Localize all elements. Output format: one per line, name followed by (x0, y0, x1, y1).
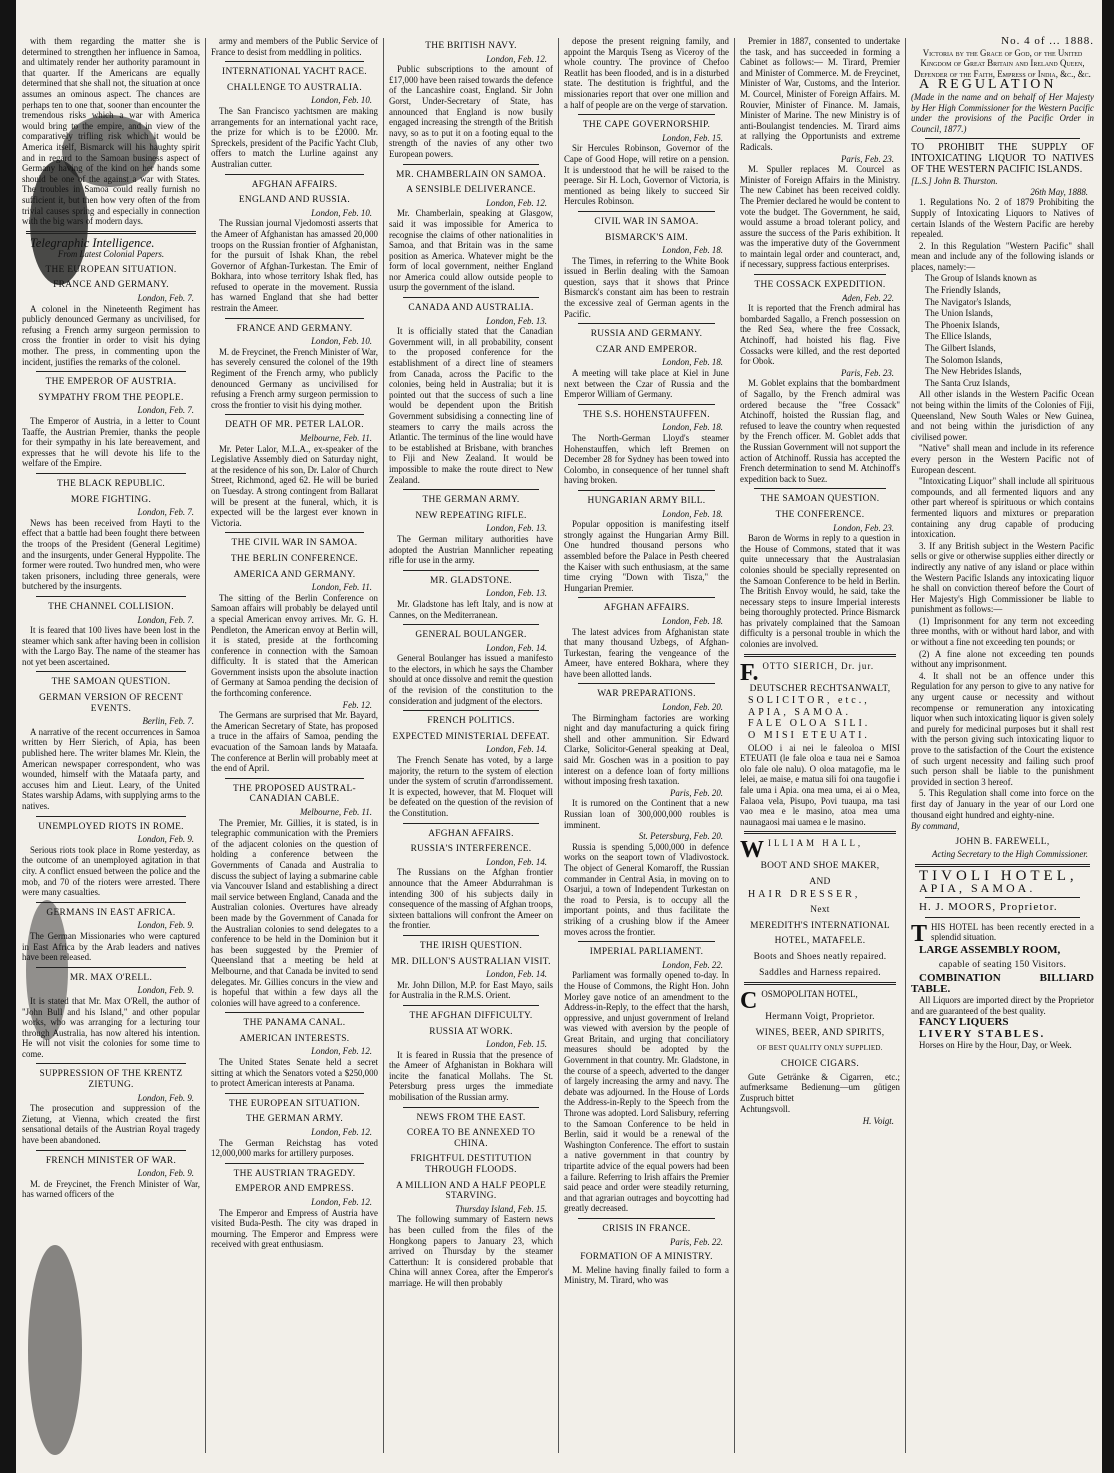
advertisement-hall (740, 838, 900, 978)
dateline: London, Feb. 9. (137, 920, 194, 931)
column-rule (205, 38, 206, 1453)
subheadline: A MILLION AND A HALF PEOPLE STARVING. (395, 1180, 547, 1202)
article-text: Sir Hercules Robinson, Governor of the Cape of Good Hope, will retire on a pension. It is understood that he will be raised to the peerage. Sir H. Loch, Governor of Victoria, is mentioned as being likely to succeed Sir Hercules Robinson. (564, 143, 729, 207)
ad-line: APIA, SAMOA. (919, 880, 1036, 895)
ad-body: HIS HOTEL has been recently erected in a splendid situation. (931, 921, 1094, 943)
dateline: London, Feb. 11. (311, 582, 372, 593)
dateline: London, Feb. 14. (486, 642, 547, 653)
headline: THE IRISH QUESTION. (419, 940, 523, 951)
subheadline: ENGLAND AND RUSSIA. (238, 195, 351, 206)
dateline: London, Feb. 13. (486, 523, 547, 534)
headline: IMPERIAL PARLIAMENT. (589, 947, 704, 958)
ad-name: TIVOLI HOTEL, (919, 867, 1078, 884)
article-text: The German Missionaries who were captured in East Africa by the Arab leaders and natives have been released. (22, 930, 200, 963)
headline: SUPPRESSION OF THE KRENTZ ZIETUNG. (39, 1069, 183, 1091)
headline: THE COSSACK EXPEDITION. (754, 280, 886, 291)
ad-line: Achtungsvoll. (740, 1104, 791, 1115)
ad-line: capable of seating 150 Visitors. (938, 960, 1067, 971)
subheadline: FORMATION OF A MINISTRY. (580, 1252, 713, 1263)
headline: CANADA AND AUSTRALIA. (408, 303, 534, 314)
drop-cap: T (911, 920, 928, 947)
headline: CRISIS IN FRANCE. (602, 1223, 691, 1234)
ad-line: HAIR DRESSER, (748, 888, 861, 900)
ad-body: All Liquors are imported direct by the Proprietor and are guaranteed of the best quality. (911, 995, 1094, 1016)
article-text: The North-German Lloyd's steamer Hohenstauffen, which left Bremen on December 28 for Sydney has been towed into Colombo, in consequence of her tunnel shaft having broken. (564, 433, 729, 486)
headline: INTERNATIONAL YACHT RACE. (222, 67, 367, 78)
dateline: London, Feb. 7. (137, 614, 194, 625)
headline: GERMANS IN EAST AFRICA. (46, 907, 176, 918)
article-text: M. Goblet explains that the bombardment of Sagallo, by the French admiral was ordered because the "free Cossack" Atchinoff, hoisted the Russian flag, and refused to leave the country when requested by the French officer. M. Goblet adds that the Russian Government will not support the action of Atchinoff. Russia has accepted the French determination to send M. Atchinoff's expedition back to Suez. (740, 378, 900, 484)
dateline: Aden, Feb. 22. (841, 292, 894, 303)
article-text: Mr. Gladstone has left Italy, and is now at Cannes, on the Mediterranean. (389, 598, 553, 620)
headline: THE SAMOAN QUESTION. (760, 494, 880, 505)
headline: THE GERMAN ARMY. (422, 495, 520, 506)
article-text: 4. It shall not be an offence under this Regulation for any person to give to any native for any urgent cause or necessity and without recompense or remuneration any intoxicating liquor when such intoxicating liquor is given solely and purely for medicinal purposes but it shall rest with the person giving such intoxicating liquor to prove to the satisfaction of the Court the existence of such urgent necessity and failing such proof such person shall be liable to the punishment provided in section 3 hereof. (911, 670, 1094, 787)
dateline: St. Petersburg, Feb. 20. (638, 831, 723, 842)
drop-cap: F. (740, 659, 759, 686)
right-scan-border (1102, 0, 1114, 1473)
article-text: 1. Regulations No. 2 of 1879 Prohibiting the Supply of Intoxicating Liquors to Natives of certain Islands of the Western Pacific are hereby repealed. (911, 197, 1094, 240)
article-text: The German Reichstag has voted 12,000,000 marks for artillery purposes. (211, 1137, 378, 1159)
article-text: Mr. John Dillon, M.P. for East Mayo, sails for Australia in the R.M.S. Orient. (389, 979, 553, 1001)
headline: THE EUROPEAN SITUATION. (45, 264, 177, 275)
ad-line: HOTEL, MATAFELE. (774, 936, 866, 947)
article-text: The prosecution and suppression of the Zietung, at Vienna, which created the first sensational details of the Austrian Royal tragedy have been abandoned. (22, 1103, 200, 1146)
article-text: 2. In this Regulation "Western Pacific" shall mean and include any of the following islands or places, namely:— (911, 240, 1094, 272)
subheadline: RUSSIA AT WORK. (429, 1026, 513, 1037)
headline: THE PANAMA CANAL. (243, 1018, 346, 1029)
dateline: Feb. 12. (342, 699, 372, 710)
ad-name: OTTO SIERICH, Dr. jur. (762, 660, 875, 671)
article-text: The sitting of the Berlin Conference on Samoan affairs will probably be delayed until a special American envoy arrives. Mr. G. H. Pendleton, the American envoy at Berlin will, it is stated, preside at the forthcoming conference in connection with the Samoan difficulty. It is stated that the American Government insists upon the absolute inaction of Germany at Samoa pending the decision of the forthcoming conference. (211, 592, 378, 699)
dateline: London, Feb. 18. (662, 245, 723, 256)
headline: THE AFGHAN DIFFICULTY. (409, 1010, 533, 1021)
ad-line: Next (810, 905, 830, 916)
column-rule (905, 38, 906, 1453)
dateline: London, Feb. 10. (311, 95, 372, 106)
subheadline: EMPEROR AND EMPRESS. (235, 1184, 354, 1195)
column-2 (211, 36, 378, 1455)
article-text: All other islands in the Western Pacific Ocean not being within the limits of the Colonies of Fiji, Queensland, New South Wales or New Guinea, and not being within the jurisdiction of any civilised power. (911, 389, 1094, 442)
article-text: The Emperor of Austria, in a letter to Count Taaffe, the Austrian Premier, thanks the people for their sympathy in his late bereavement, and expresses that he will devote his life to the welfare of the Empire. (22, 416, 200, 469)
article-text: It is reported that the French admiral has bombarded Sagallo, a French possession on the Red Sea, where the free Cossack, Atchinoff, had hoisted his flag. Five Cossacks were killed, and the rest deported for Obok. (740, 303, 900, 367)
ad-line: MEREDITH'S INTERNATIONAL (750, 920, 890, 931)
seal-line: [L.S.] John B. Thurston. (911, 176, 998, 187)
subheadline: COREA TO BE ANNEXED TO CHINA. (406, 1128, 536, 1149)
dateline: Paris, Feb. 20. (670, 787, 723, 798)
ad-line: SOLICITOR, etc., (748, 695, 870, 707)
dateline: London, Feb. 10. (311, 207, 372, 218)
ad-body: Gute Getränke & Cigarren, etc.; aufmerksame Bedienung—um gütigen Zuspruch bittet (740, 1071, 900, 1103)
dateline: London, Feb. 7. (137, 507, 194, 518)
ad-line: FALE OLOA SILI. (748, 718, 871, 730)
headline: THE AUSTRIAN TRAGEDY. (233, 1168, 356, 1179)
list-item: The Group of Islands known as (925, 273, 1037, 284)
article-text: "Native" shall mean and include in its reference every person in the Western Pacific not of European descent. (911, 443, 1094, 475)
article-text: Public subscriptions to the amount of £17,000 have been raised towards the defence of the Lancashire coast, England. Sir John Gorst, Under-Secretary of State, has announced that England is now busily engaged increasing the strength of the British navy, so as to put it on a footing equal to the strength of the navies of any other two European powers. (389, 64, 553, 159)
ad-line: Boots and Shoes neatly repaired. (753, 951, 887, 962)
ad-line: LIVERY STABLES. (919, 1027, 1046, 1040)
article-text: M. Meline having finally failed to form a Ministry, M. Tirard, who was (564, 1264, 729, 1286)
dateline: Paris, Feb. 23. (841, 367, 894, 378)
dateline: London, Feb. 18. (662, 508, 723, 519)
article-text: The latest advices from Afghanistan state that many thousand Uzbegs, of Afghan-Turkestan, fearing the vengeance of the Ameer, have entered Bokhara, where they have been allotted lands. (564, 626, 729, 679)
dateline: London, Feb. 15. (486, 1039, 547, 1050)
article-text: News has been received from Hayti to the effect that a battle had been fought there between the troops of the President (General Legitime) and the insurgents, under General Hyppolite. The former were routed. Two hundred men, who were taken prisoners, including three generals, were butchered by the insurgents. (22, 517, 200, 592)
headline: GENERAL BOULANGER. (415, 630, 527, 641)
article-text: General Boulanger has issued a manifesto to the electors, in which he says the Chamber should at once dissolve and remit the question of the revision of the constitution to the consideration and judgment of the electors. (389, 653, 553, 706)
list-item: The New Hebrides Islands, (925, 366, 1022, 377)
headline: NEWS FROM THE EAST. (416, 1112, 526, 1123)
dateline: London, Feb. 7. (137, 293, 194, 304)
advertisement-tivoli (911, 867, 1094, 1051)
list-item: The Gilbert Islands, (925, 343, 996, 354)
list-item: The Ellice Islands, (925, 331, 992, 342)
column-rule (383, 38, 384, 1453)
column-1 (22, 36, 200, 1455)
article-text: The Birmingham factories are working night and day manufacturing a quick firing shell and other ammunition. Sir Edward Clarke, Solicitor-General speaking at Deal, said Mr. Goschen was in a position to pay interest on a defence loan of forty millions without imposing fresh taxation. (564, 712, 729, 787)
column-3 (389, 36, 553, 1455)
ad-line: LARGE ASSEMBLY ROOM, (919, 943, 1061, 956)
dateline: London, Feb. 18. (662, 615, 723, 626)
ad-line: OF BEST QUALITY ONLY SUPPLIED. (757, 1044, 883, 1053)
article-text: army and members of the Public Service of France to desist from meddling in politics. (211, 36, 378, 57)
headline: HUNGARIAN ARMY BILL. (587, 495, 706, 506)
ad-line: Hermann Voigt, Proprietor. (765, 1012, 875, 1023)
section-heading: Telegraphic Intelligence. (30, 235, 155, 250)
dateline: London, Feb. 9. (137, 1168, 194, 1179)
headline: THE BRITISH NAVY. (425, 41, 517, 51)
subheadline: SYMPATHY FROM THE PEOPLE. (38, 392, 184, 403)
dateline: London, Feb. 9. (137, 985, 194, 996)
article-text: depose the present reigning family, and appoint the Marquis Tseng as Viceroy of the whole country. The province of Chefoo Reatlit has been flooded, and is in a disturbed state. The destitution is frightful, and the missionaries report that over one million and a half of people are on the verge of starvation. (564, 36, 729, 110)
ad-line: O MISI ETEUATI. (748, 730, 870, 742)
article-text: Mr. Peter Lalor, M.L.A., ex-speaker of the Legislative Assembly died on Saturday night, at the residence of his son, Dr. Lalor of Church Street, Richmond, aged 62. He will be buried on Tuesday. A strong contingent from Ballarat will be present at the funeral, which, it is expected will be the largest ever known in Victoria. (211, 443, 378, 528)
article-text: Mr. Chamberlain, speaking at Glasgow, said it was impossible for America to recognise the claims of other nationalities in Samoa, and that Britain was in the same position as America. Whatever might be the form of local government, neither England nor America could allow outside people to usurp the government of the island. (389, 208, 553, 293)
headline: MR. CHAMBERLAIN ON SAMOA. (396, 169, 546, 180)
drop-cap: C (740, 988, 758, 1015)
headline: THE CIVIL WAR IN SAMOA. (231, 538, 358, 549)
article-text: Parliament was formally opened to-day. In the House of Commons, the Right Hon. John Morley gave notice of an amendment to the Address-in-Reply, to the effect that the harsh, oppressive, and unjust government of Ireland was viewed with aversion by the people of Great Britain, and urging that conciliatory measures should be adopted by the Government in that country. Mr. Gladstone, in the course of a speech, adverted to the danger of largely increasing the army and navy. The debate was adjourned. In the House of Lords the Address-in-Reply to the Speech from the Throne was adopted. Lord Salisbury, referring to the Samoan Conference to be held in Berlin, said it would be a renewal of the Washington Conference. The effort to sustain a native government in that country by tripartite advice of the equal powers had been a failure. Referring to Irish affairs the Premier said peace and order were steadily returning, and that agrarian outrages and boycotting had greatly decreased. (564, 970, 729, 1214)
article-text: (1) Imprisonment for any term not exceeding three months, with or without hard labor, and with or without a fine not exceeding ten pounds; or (911, 615, 1094, 648)
article-text: The Germans are surprised that Mr. Bayard, the American Secretary of State, has proposed a truce in the affairs of Samoa, pending the evacuation of the Samoan lands by Mataafa. The conference at Berlin will probably meet at the end of April. (211, 710, 378, 774)
list-item: The Solomon Islands, (925, 354, 1003, 365)
left-scan-border (0, 0, 16, 1473)
column-5 (740, 36, 900, 1455)
subheadline: A SENSIBLE DELIVERANCE. (406, 185, 536, 196)
headline: FRENCH MINISTER OF WAR. (45, 1155, 177, 1166)
headline: THE BLACK REPUBLIC. (56, 478, 166, 489)
ad-line: FANCY LIQUERS (919, 1016, 1009, 1029)
headline: FRANCE AND GERMANY. (236, 323, 353, 334)
headline: FRENCH POLITICS. (427, 716, 515, 727)
dateline: London, Feb. 14. (486, 856, 547, 867)
dateline: London, Feb. 23. (833, 522, 894, 533)
article-text: (2) A fine alone not exceeding ten pounds without any imprisonment. (911, 648, 1094, 670)
subheadline: THE BERLIN CONFERENCE. (230, 553, 359, 564)
article-text: The Emperor and Empress of Austria have visited Buda-Pesth. The city was draped in mourning. The Emperor and Empress were received with great enthusiasm. (211, 1207, 378, 1250)
ad-line: BOOT AND SHOE MAKER, (760, 861, 880, 872)
article-text: It is rumored on the Continent that a new Russian loan of 300,000,000 roubles is imminent. (564, 798, 729, 830)
drop-cap: W (740, 837, 764, 864)
article-text: M. de Freycinet, the French Minister of War, has severely censured the colonel of the 19th Regiment of the French army, who publicly denounced Germany as uncivilised for refusing a French army surgeon permission to cross the frontier to visit his dying mother. (211, 346, 378, 410)
list-item: The Santa Cruz Islands, (925, 377, 1010, 388)
subheadline: CZAR AND EMPEROR. (595, 344, 698, 355)
article-text: The Russian journal Vjedomosti asserts that the Ameer of Afghanistan has amassed 20,000 troops on the Russian frontier of Afghanistan, for the pursuit of Ishak Khan, the rebel Governor of Afghan-Turkestan. The Emir of Bokhara, into whose territory Ishak fled, has refused to operate in the movement. Russia has warned England that she had better restrain the Ameer. (211, 218, 378, 314)
subheadline: RUSSIA'S INTERFERENCE. (410, 844, 532, 855)
ad-name: ILLIAM HALL, (768, 838, 864, 849)
article-text: The United States Senate held a secret sitting at which the Senators voted a $250,000 to protect American interests at Panama. (211, 1057, 378, 1089)
subheadline: EXPECTED MINISTERIAL DEFEAT. (392, 731, 550, 742)
dateline: Melbourne, Feb. 11. (299, 807, 372, 817)
dateline: London, Feb. 12. (486, 53, 547, 64)
ad-line: WINES, BEER, AND SPIRITS, (755, 1027, 885, 1038)
regulation-heading: A REGULATION (919, 77, 1057, 93)
article-text: The Russians on the Afghan frontier announce that the Ameer Abdurrahman is intending 300 of his subjects daily in consequence of the massing of Afghan troops, sixteen battalions will confront the Ameer on the frontier. (389, 867, 553, 931)
article-text: The Times, in referring to the White Book issued in Berlin dealing with the Samoan question, says that it shows that Prince Bismarck's constant aim has been to restrain the excessive zeal of German agents in the Pacific. (564, 255, 729, 319)
dateline: London, Feb. 18. (662, 357, 723, 368)
column-rule (734, 38, 735, 1453)
dateline: London, Feb. 12. (486, 197, 547, 208)
dateline: London, Feb. 7. (137, 405, 194, 416)
headline: MR. GLADSTONE. (430, 575, 512, 586)
article-text: The Premier, Mr. Gillies, it is stated, is in telegraphic communication with the Premiers of the adjacent colonies on the question of holding a conference between the Governments of Canada and Australia to discuss the subject of laying a submarine cable via Vancouver Island and establishing a direct mail service between England, Canada and the Australian colonies. Overtures have already been made by the Government of Canada for the Australian colonies to send delegates to a conference to be held in the Dominion but it has been suggested by the Premier of Queensland that a meeting be held at Melbourne, and that Canada be invited to send delegates. Mr. Gillies concurs in the view and is hopeful that within a few days all the colonies will have agreed to a conference. (211, 817, 378, 1008)
article-text: It is feared in Russia that the presence of the Ameer of Afghanistan in Bokhara will incite the fanatical Mollahs. The St. Petersburg press urges the immediate mobilisation of the Russian army. (389, 1049, 553, 1103)
dateline: London, Feb. 14. (486, 969, 547, 980)
article-text: 3. If any British subject in the Western Pacific sells or give or otherwise supplies either directly or indirectly any native of any island or place within the Western Pacific Islands any intoxicating liquor he shall on conviction thereof before the Court of Her Majesty's High Commissioner be liable to punishment as follows:— (911, 540, 1094, 615)
list-item: The Phoenix Islands, (925, 319, 1000, 330)
subheadline: BISMARCK'S AIM. (605, 232, 688, 243)
ad-line: Saddles and Harness repaired. (759, 967, 881, 978)
dateline: London, Feb. 12. (311, 1046, 372, 1057)
ad-line: AND (809, 876, 831, 887)
article-text: It is feared that 100 lives have been lost in the steamer which sank after having been in collision with the Largo Bay. The name of the steamer has not yet been ascertained. (22, 625, 200, 667)
headline: THE CHANNEL COLLISION. (48, 601, 174, 612)
island-list (911, 273, 1094, 388)
dateline: Melbourne, Feb. 11. (299, 433, 372, 443)
dateline: London, Feb. 13. (486, 588, 547, 599)
headline: RUSSIA AND GERMANY. (590, 329, 703, 340)
article-text: It is stated that Mr. Max O'Rell, the author of "John Bull and his Island," and other popular works, who was arranging for a lecturing tour through Australia, has now altered his intention. He will not visit the colonies for some time to come. (22, 995, 200, 1059)
dateline: London, Feb. 9. (137, 834, 194, 845)
article-text: Russia is spending 5,000,000 in defence works on the seaport town of Vladivostock. The object of General Komaroff, the Russian commander in Central Asia, in moving on to Osarjui, a town of Independent Turkestan on the road to Persia, is to occupy all the important points, and thus facilitate the striking of a crushing blow if the Ameer moves across the frontier. (564, 841, 729, 937)
subheadline: NEW REPEATING RIFLE. (415, 510, 527, 521)
advertisement-cosmopolitan (740, 989, 900, 1126)
headline: AFGHAN AFFAIRS. (603, 603, 690, 614)
dateline: Thursday Island, Feb. 15. (455, 1203, 547, 1214)
article-text: A narrative of the recent occurrences in Samoa written by Herr Sierich, of Apia, has been published here. The writer blames Mr. Klein, the American newspaper correspondent, who was wounded, himself with the Mataafa party, and accuses him and Lieut. Leary, of the United States warship Adams, with supplying arms to the natives. (22, 726, 200, 811)
headline: DEATH OF MR. PETER LALOR. (225, 420, 364, 431)
dateline: Berlin, Feb. 7. (142, 716, 194, 727)
headline: THE EMPEROR OF AUSTRIA. (45, 377, 177, 388)
article-text: The following summary of Eastern news has been culled from the files of the Hongkong papers to January 23, which arrived on Thursday by the steamer Catterthun: It is considered probable that China will annex Corea, after the Emperor's marriage. He will then probably (389, 1214, 553, 1288)
dateline: Paris, Feb. 23. (841, 153, 894, 164)
dateline: London, Feb. 10. (311, 336, 372, 347)
article-text: It is officially stated that the Canadian Government will, in all probability, consent to the proposed conference for the establishment of a direct line of steamers from Canada, across the Pacific to the colonies, being held in Australia; but it is pointed out that the success of such a line would be dependent upon the British Government subsidising a connecting line of steamers to carry the mails across the Atlantic. The terminus of the line would have to be established at Brisbane, with branches to Fiji and New Zealand. It would be impossible to make the route direct to New Zealand. (389, 326, 553, 485)
headline: THE CAPE GOVERNORSHIP. (582, 120, 711, 131)
ad-line: COMBINATION BILLIARD TABLE. (911, 971, 1094, 995)
command-line: By command, (911, 821, 960, 832)
ad-line: APIA, SAMOA. (748, 706, 851, 718)
ad-line: CHOICE CIGARS. (780, 1058, 860, 1069)
subheadline: FRIGHTFUL DESTITUTION THROUGH FLOODS. (410, 1154, 532, 1176)
subheadline: AMERICAN INTERESTS. (239, 1033, 350, 1044)
article-text: 5. This Regulation shall come into force on the first day of January in the year of our Lord one thousand eight hundred and eighty-nine. (911, 788, 1094, 820)
ad-signature: H. Voigt. (862, 1115, 894, 1126)
article-text: A meeting will take place at Kiel in June next between the Czar of Russia and the Emperor William of Germany. (564, 368, 729, 400)
headline: CIVIL WAR IN SAMOA. (594, 216, 699, 227)
dateline: London, Feb. 15. (662, 132, 723, 143)
article-text: The French Senate has voted, by a large majority, the return to the system of election under the system of scrutin d'arrondissement. It is expected, however, that M. Floquet will be defeated on the question of the revision of the Constitution. (389, 755, 553, 818)
subheadline: FRANCE AND GERMANY. (53, 280, 169, 291)
article-text: Baron de Worms in reply to a question in the House of Commons, stated that it was quite unnecessary that the Australasian colonies should be specially represented on the Samoan Conference to be held in Berlin. The British Envoy would, he said, take the necessary steps to insure Imperial interests being thoroughly protected. Prince Bismarck has privately complained that the Samoan difficulty is a personal trouble in which the colonies are involved. (740, 533, 900, 650)
headline: WAR PREPARATIONS. (597, 689, 696, 700)
regulation-number: No. 4 of ... 1888. (1001, 36, 1094, 47)
source-line: From Latest Colonial Papers. (57, 249, 165, 260)
ad-name: OSMOPOLITAN HOTEL, (761, 989, 858, 1000)
list-item: The Navigator's Islands, (925, 296, 1012, 307)
article-text: M. de Freycinet, the French Minister of War, has warned officers of the (22, 1178, 200, 1200)
list-item: The Union Islands, (925, 308, 993, 319)
headline: THE SAMOAN QUESTION. (51, 677, 171, 688)
article-text: with them regarding the matter she is determined to strengthen her influence in Samoa, and ultimately render her authority paramount in that quarter. If the Americans are equally determined that she shall not, the situation at once assumes an ominous aspect. The chances are perhaps ten to one that, sooner than encounter the tremendous risks which a war with America would bring to the empire, and in view of the comparatively trifling risk which it would be America itself, Bismarck will his haughty spirit and in regard to the Samoan business aspect of Germany having of the kind on her hands some should be one of the against a war with States. The troubles in Samoa could really furnish no sufficient it, but then how very often of the from trivial causes spring and especially in connection with the big wars of modern days. (22, 36, 200, 227)
regulation-purpose: TO PROHIBIT THE SUPPLY OF INTOXICATING LIQUOR TO NATIVES OF THE WESTERN PACIFIC ISLANDS. (911, 142, 1094, 175)
article-text: Premier in 1887, consented to undertake the task, and has succeeded in forming a Cabinet as follows:— M. Tirard, Premier and Minister of Commerce. M. de Freycinet, Minister of War, Customs, and the Interior. M. Courcel, Minister of Foreign Affairs. M. Rouvier, Minister of Finance. M. Jamais, Minister of Marine. The new Ministry is of anti-Boulangist tendencies. M. Tirard aims at rallying the Opportunists and extreme Radicals. (740, 36, 900, 152)
column-6 (911, 36, 1094, 1455)
headline: THE PROPOSED AUSTRAL-CANADIAN CABLE. (233, 783, 356, 805)
dateline: London, Feb. 13. (486, 315, 547, 326)
dateline: London, Feb. 20. (662, 702, 723, 713)
ad-body: Horses on Hire by the Hour, Day, or Week. (919, 1040, 1072, 1051)
signature: JOHN B. FAREWELL, (955, 836, 1050, 847)
dateline: London, Feb. 12. (311, 1127, 372, 1138)
royal-title: Victoria by the Grace of God, of the United Kingdom of Great Britain and Ireland Queen, Defender of the Faith, Empress of India, &c., &c. (914, 47, 1091, 79)
article-text: A colonel in the Nineteenth Regiment has publicly denounced Germany as uncivilised, for refusing a French army surgeon permission to cross the frontier in order to visit his dying mother. The press, in commenting upon the incident, justifies the remarks of the colonel. (22, 303, 200, 367)
headline: AFGHAN AFFAIRS. (251, 179, 338, 190)
dateline: London, Feb. 14. (486, 744, 547, 755)
dateline: London, Feb. 12. (311, 1197, 372, 1207)
subheadline: AMERICA AND GERMANY. (233, 569, 356, 580)
regulation-subtitle: (Made in the name and on behalf of Her Majesty by Her High Commissioner for the Western Pacific under the provisions of the Pacific Order in Council, 1877.) (911, 91, 1094, 134)
ad-line: H. J. MOORS, Proprietor. (919, 901, 1058, 914)
dateline: Paris, Feb. 22. (670, 1236, 723, 1247)
article-text: "Intoxicating Liquor" shall include all spirituous compounds, and all fermented liquors and any other part whereof is spirituous or which contains fermented liquors and mixtures or preparation containing any drug capable of producing intoxication. (911, 476, 1094, 540)
headline: UNEMPLOYED RIOTS IN ROME. (38, 821, 184, 832)
dateline: London, Feb. 22. (662, 959, 723, 970)
article-text: Popular opposition is manifesting itself strongly against the Hungarian Army Bill. One hundred thousand persons who assembled before the Palace in Pesth cheered the Kaiser with such enthusiasm, at the same time crying "Down with Tisza," the Hungarian Premier. (564, 519, 729, 593)
headline: THE S.S. HOHENSTAUFFEN. (583, 409, 710, 420)
column-4 (564, 36, 729, 1455)
signature-title: Acting Secretary to the High Commissioner. (932, 849, 1088, 860)
dateline: London, Feb. 9. (137, 1092, 194, 1103)
dateline: London, Feb. 18. (662, 422, 723, 433)
headline: MR. MAX O'RELL. (69, 972, 153, 983)
regulation-date: 26th May, 1888. (1030, 186, 1088, 197)
subheadline: MORE FIGHTING. (70, 494, 152, 505)
subheadline: CHALLENGE TO AUSTRALIA. (227, 82, 362, 93)
subheadline: THE CONFERENCE. (775, 509, 865, 520)
article-text: The San Francisco yachtsmen are making arrangements for an international yacht race, the prize for which is to be £2000. Mr. Spreckels, president of the Pacific Yacht Club, offers to match the Lurline against any Australian cutter. (211, 105, 378, 169)
ad-line: DEUTSCHER RECHTSANWALT, (749, 683, 891, 694)
advertisement-sierich (740, 661, 900, 828)
headline: THE EUROPEAN SITUATION. (228, 1098, 361, 1109)
list-item: The Friendly Islands, (925, 285, 1001, 296)
article-text: M. Spuller replaces M. Courcel as Minister of Foreign Affairs in the Ministry. The new Cabinet has been received coldly. The Premier declared he would be content to vote the budget. The Government, he said, would assume a broad tolerant policy, and assure the success of the Paris exhibition. It was the imperative duty of the Government to maintain legal order and counteract, and, if necessary, suppress factious enterprises. (740, 164, 900, 270)
subheadline: GERMAN VERSION OF RECENT EVENTS. (39, 693, 183, 714)
ad-body: OLOO i ai nei le faleoloa o MISI ETEUATI (le fale oloa e taua nei e Samoa olo fale ole nalu). O oloa matagofie, ma le lelei, ae maise, e matua sili foi ona taugofie i fale uma i Apia. ona mea uma, ei ai o Mea, Falaoa vela, Pisupo, Povi tuaupa, ma tasi vao mea e le masino, atoa mea uma naunagaosi mai uamea e le masino. (740, 742, 900, 827)
article-text: Serious riots took place in Rome yesterday, as the outcome of an unemployed agitation in that city. A conflict ensued between the police and the mob, and 70 of the rioters were arrested. There were many casualties. (22, 844, 200, 898)
subheadline: THE GERMAN ARMY. (245, 1114, 344, 1125)
subheadline: MR. DILLON'S AUSTRALIAN VISIT. (391, 956, 551, 967)
headline: AFGHAN AFFAIRS. (428, 828, 514, 839)
column-rule (558, 38, 559, 1453)
article-text: The German military authorities have adopted the Austrian Mannlicher repeating rifle for use in the army. (389, 533, 553, 566)
